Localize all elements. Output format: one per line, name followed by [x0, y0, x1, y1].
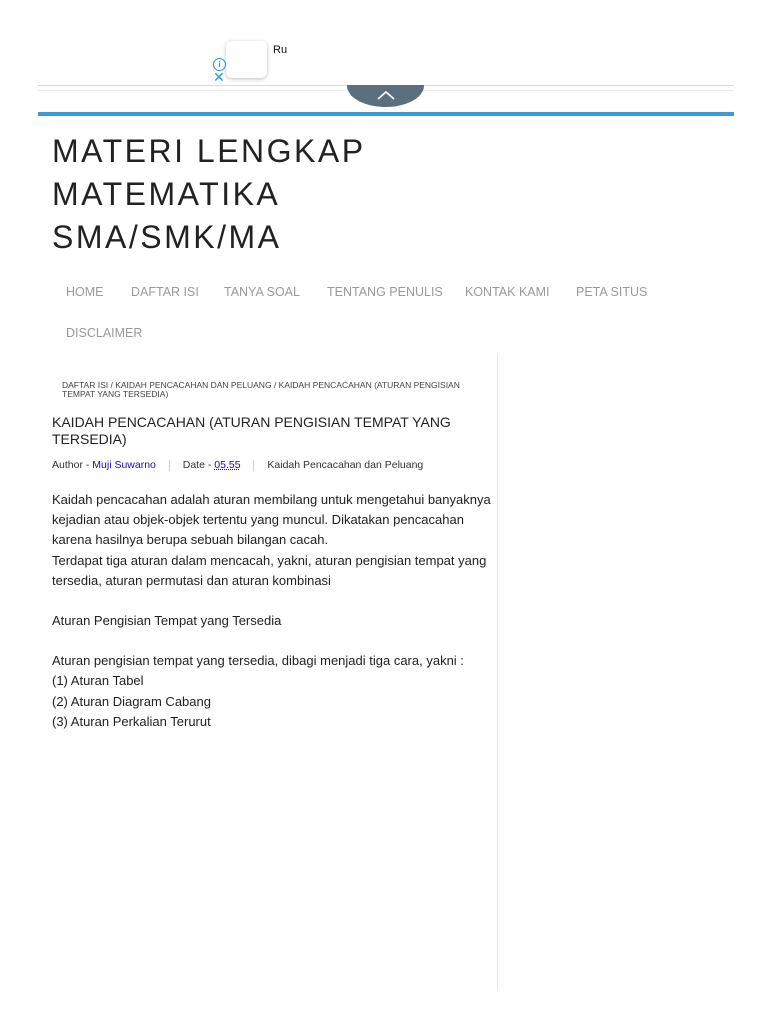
author-prefix: Author -: [52, 459, 93, 471]
breadcrumb-separator: /: [271, 380, 279, 390]
ad-banner[interactable]: [0, 0, 768, 112]
nav-item-kontak-kami[interactable]: KONTAK KAMI: [465, 285, 550, 299]
chevron-up-icon: [376, 89, 396, 101]
post-title: KAIDAH PENCACAHAN (ATURAN PENGISIAN TEMPAT YANG TERSEDIA): [52, 414, 451, 447]
nav-item-disclaimer[interactable]: DISCLAIMER: [66, 326, 143, 340]
collapse-ad-button[interactable]: [347, 85, 424, 107]
breadcrumb: [62, 381, 462, 399]
list-item: (1) Aturan Tabel: [52, 673, 144, 689]
paragraph-methods: Aturan pengisian tempat yang tersedia, dibagi menjadi tiga cara, yakni :: [52, 653, 464, 669]
ad-card[interactable]: [226, 41, 267, 78]
nav-item-tanya-soal[interactable]: TANYA SOAL: [224, 285, 300, 299]
list-item: (2) Aturan Diagram Cabang: [52, 693, 211, 709]
sidebar-divider: [497, 354, 498, 990]
post-body: [52, 490, 492, 732]
meta-separator: [253, 460, 254, 471]
date-prefix: Date -: [182, 459, 215, 471]
info-icon[interactable]: i: [213, 58, 226, 71]
site-title[interactable]: MATERI LENGKAP MATEMATIKA SMA/SMK/MA: [52, 133, 365, 255]
breadcrumb-separator: /: [108, 380, 116, 390]
post-meta: [52, 459, 423, 471]
meta-separator: [169, 460, 170, 471]
category-link[interactable]: Kaidah Pencacahan dan Peluang: [267, 459, 424, 471]
close-icon[interactable]: ✕: [213, 69, 225, 85]
paragraph-rules: Terdapat tiga aturan dalam mencacah, yakni, aturan pengisian tempat yang tersedia, aturan permutasi dan aturan kombinasi: [52, 552, 487, 588]
ad-text[interactable]: Ru: [273, 44, 288, 56]
nav-item-peta-situs[interactable]: PETA SITUS: [576, 285, 648, 299]
paragraph-intro: Kaidah pencacahan adalah aturan membilang untuk mengetahui banyaknya kejadian atau objek-objek tertentu yang muncul. Dikatakan pencacahan karena hasilnya berupa sebuah bilangan cacah.: [52, 492, 491, 548]
list-item: (3) Aturan Perkalian Terurut: [52, 713, 211, 729]
nav-item-home[interactable]: HOME: [66, 285, 104, 299]
breadcrumb-current: KAIDAH PENCACAHAN (ATURAN PENGISIAN TEMPAT YANG TERSEDIA): [62, 380, 460, 399]
author-link[interactable]: Muji Suwarno: [92, 459, 156, 471]
breadcrumb-item-category[interactable]: KAIDAH PENCACAHAN DAN PELUANG: [115, 380, 272, 390]
header-accent-bar: [38, 112, 734, 116]
breadcrumb-item-daftar-isi[interactable]: DAFTAR ISI: [62, 380, 109, 390]
nav-item-tentang-penulis[interactable]: TENTANG PENULIS: [327, 285, 443, 299]
nav-item-daftar-isi[interactable]: DAFTAR ISI: [131, 285, 199, 299]
section-heading: Aturan Pengisian Tempat yang Tersedia: [52, 613, 282, 629]
post-date-link[interactable]: 05.55: [214, 459, 241, 471]
